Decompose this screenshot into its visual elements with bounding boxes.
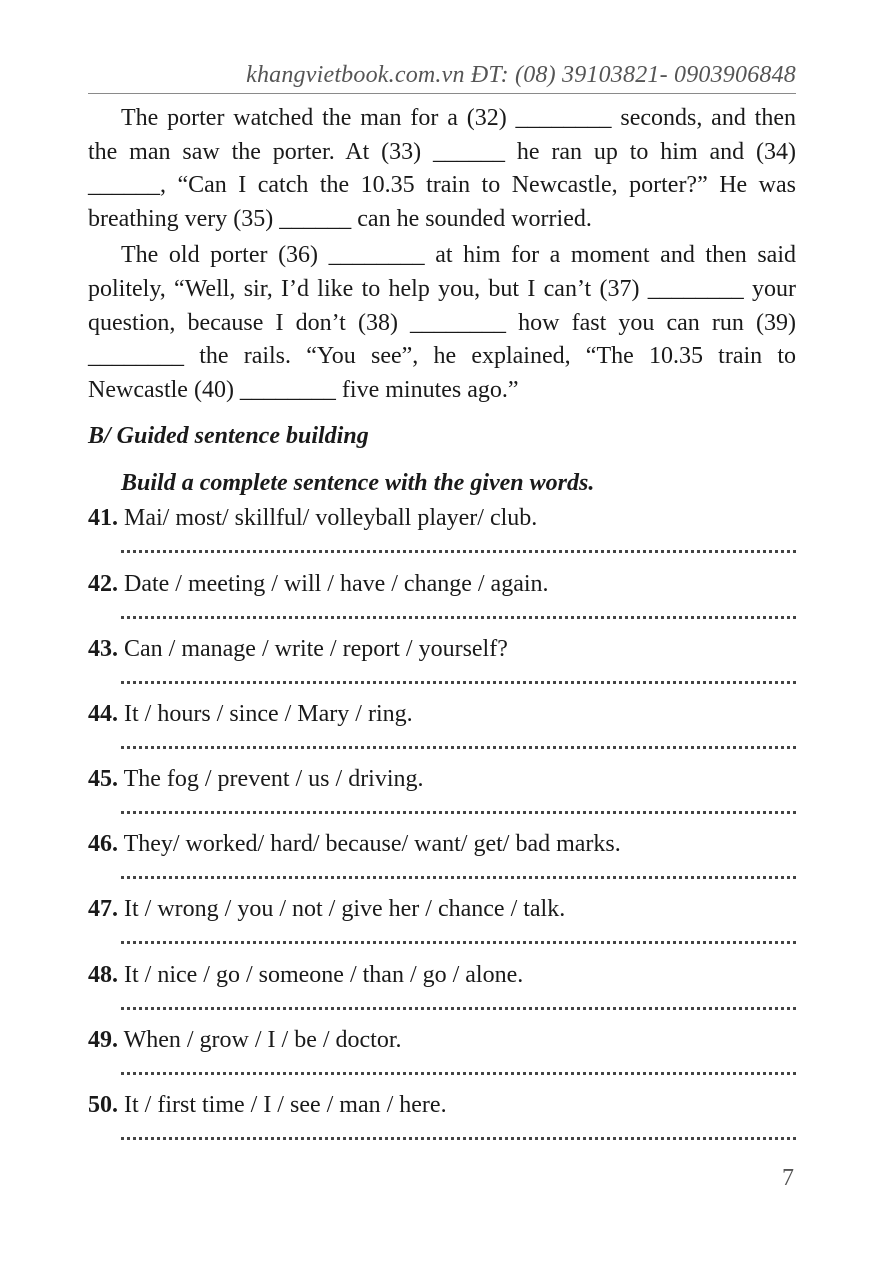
item-number: 50. [88,1092,118,1119]
answer-line[interactable] [121,797,796,814]
item-prompt: The fog / prevent / us / driving. [123,766,424,793]
section-instruction: Build a complete sentence with the given words. [121,470,595,497]
exercise-item [88,1087,796,1152]
passage-paragraph-1: The porter watched the man for a (32) ________ seconds, and then the man saw the porter. At (33) ______ he ran up to him and (34) ______, “Can I catch the 10.35 train to Newcastle, porter?” He was breathing very (35) ______ can he sounded worried. [88,105,796,232]
exercise-item [88,631,796,696]
section-title: B/ Guided sentence building [88,423,369,450]
header-divider [88,93,796,94]
item-number: 41. [88,505,118,532]
item-number: 48. [88,961,118,988]
exercise-item [88,1022,796,1087]
item-prompt: Mai/ most/ skillful/ volleyball player/ club. [124,505,538,532]
exercise-list [88,500,796,1152]
item-prompt: When / grow / I / be / doctor. [123,1026,402,1053]
document-page [88,60,796,1152]
item-prompt: It / nice / go / someone / than / go / alone. [124,961,524,988]
item-number: 43. [88,635,118,662]
item-number: 45. [88,766,118,793]
passage-paragraph-2: The old porter (36) ________ at him for a moment and then said politely, “Well, sir, I’d like to help you, but I can’t (37) ________ your question, because I don’t (38) ________ how fast you can run (39) ________ the rails. “You see”, he explained, “The 10.35 train to Newcastle (40) ________ five minutes ago.” [88,242,796,403]
answer-line[interactable] [121,993,796,1010]
page-header: khangvietbook.com.vn ĐT: (08) 39103821- 0903906848 [246,62,796,88]
answer-line[interactable] [121,602,796,619]
answer-line[interactable] [121,862,796,879]
item-number: 47. [88,896,118,923]
exercise-item [88,761,796,826]
item-prompt: It / hours / since / Mary / ring. [124,700,413,727]
item-prompt: Date / meeting / will / have / change / again. [124,570,549,597]
answer-line[interactable] [121,1123,796,1140]
answer-line[interactable] [121,1058,796,1075]
item-number: 42. [88,570,118,597]
answer-line[interactable] [121,732,796,749]
answer-line[interactable] [121,667,796,684]
exercise-item [88,696,796,761]
exercise-item [88,566,796,631]
page-number: 7 [782,1165,794,1191]
exercise-item [88,826,796,891]
item-prompt: It / first time / I / see / man / here. [124,1092,447,1119]
answer-line[interactable] [121,927,796,944]
exercise-item [88,891,796,956]
exercise-item [88,500,796,565]
item-number: 44. [88,700,118,727]
item-prompt: Can / manage / write / report / yourself? [124,635,508,662]
answer-line[interactable] [121,536,796,553]
exercise-item [88,957,796,1022]
item-prompt: It / wrong / you / not / give her / chance / talk. [124,896,566,923]
item-number: 46. [88,831,118,858]
item-number: 49. [88,1026,118,1053]
item-prompt: They/ worked/ hard/ because/ want/ get/ bad marks. [123,831,621,858]
